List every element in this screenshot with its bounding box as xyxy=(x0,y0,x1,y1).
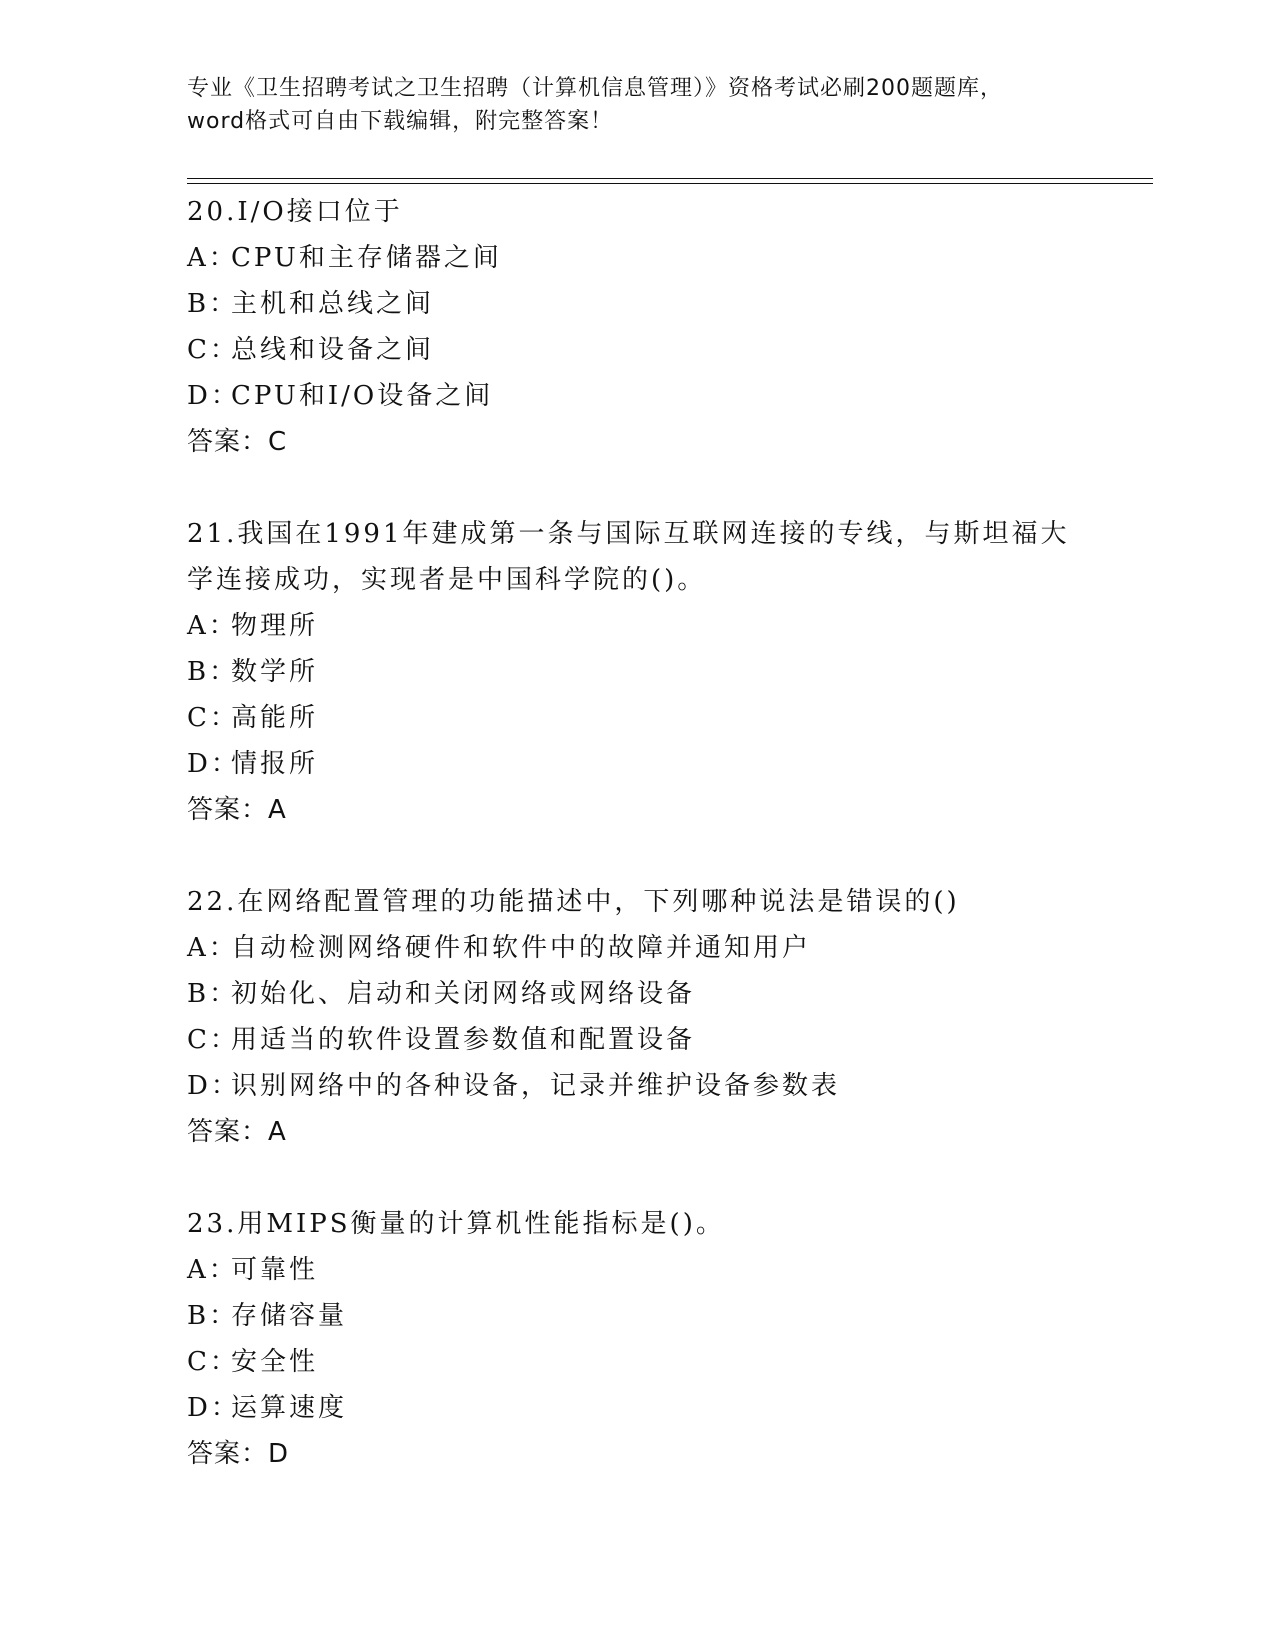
option-text: 初始化、启动和关闭网络或网络设备 xyxy=(231,979,696,1009)
option-text: CPU和主存储器之间 xyxy=(231,243,502,273)
option-d xyxy=(187,741,1087,787)
option-d xyxy=(187,1063,1087,1109)
option-c xyxy=(187,695,1087,741)
option-text: 运算速度 xyxy=(231,1393,348,1423)
option-letter: C： xyxy=(187,1025,239,1055)
option-a xyxy=(187,235,1087,281)
option-letter: B： xyxy=(187,1301,239,1331)
document-header xyxy=(187,72,1087,138)
option-text: 存储容量 xyxy=(231,1301,348,1331)
option-c xyxy=(187,1017,1087,1063)
answer: 答案：A xyxy=(187,1117,287,1147)
header-line-2: word格式可自由下载编辑，附完整答案！ xyxy=(187,109,614,134)
option-letter: C： xyxy=(187,703,239,733)
header-divider-top xyxy=(187,178,1153,179)
question-23 xyxy=(187,1201,1087,1477)
option-letter: C： xyxy=(187,1347,239,1377)
option-text: 安全性 xyxy=(231,1347,319,1377)
option-text: 主机和总线之间 xyxy=(231,289,435,319)
option-c xyxy=(187,327,1087,373)
question-stem: 23.用MIPS衡量的计算机性能指标是()。 xyxy=(187,1209,725,1239)
option-letter: D： xyxy=(187,381,240,411)
question-stem: 21.我国在1991年建成第一条与国际互联网连接的专线，与斯坦福大 xyxy=(187,519,1070,549)
option-letter: B： xyxy=(187,657,239,687)
question-list xyxy=(187,189,1087,1523)
option-text: 情报所 xyxy=(231,749,319,779)
question-stem-continued: 学连接成功，实现者是中国科学院的()。 xyxy=(187,565,707,595)
option-letter: B： xyxy=(187,289,239,319)
answer: 答案：A xyxy=(187,795,287,825)
option-letter: D： xyxy=(187,1071,240,1101)
header-divider-bottom xyxy=(187,183,1153,184)
option-b xyxy=(187,1293,1087,1339)
question-20 xyxy=(187,189,1087,465)
option-d xyxy=(187,373,1087,419)
question-22 xyxy=(187,879,1087,1155)
option-c xyxy=(187,1339,1087,1385)
answer: 答案：D xyxy=(187,1439,290,1469)
question-21 xyxy=(187,511,1087,833)
option-letter: B： xyxy=(187,979,239,1009)
option-letter: A： xyxy=(187,1255,238,1285)
option-letter: D： xyxy=(187,1393,240,1423)
question-stem: 22.在网络配置管理的功能描述中，下列哪种说法是错误的() xyxy=(187,887,960,917)
option-b xyxy=(187,649,1087,695)
header-line-1: 专业《卫生招聘考试之卫生招聘（计算机信息管理）》资格考试必刷200题题库， xyxy=(187,76,1003,101)
option-text: 可靠性 xyxy=(231,1255,319,1285)
option-text: 物理所 xyxy=(231,611,319,641)
option-a xyxy=(187,925,1087,971)
option-letter: D： xyxy=(187,749,240,779)
answer: 答案：C xyxy=(187,427,288,457)
option-letter: A： xyxy=(187,243,238,273)
option-text: 高能所 xyxy=(231,703,319,733)
option-a xyxy=(187,1247,1087,1293)
option-d xyxy=(187,1385,1087,1431)
option-letter: A： xyxy=(187,933,238,963)
option-b xyxy=(187,971,1087,1017)
option-text: 总线和设备之间 xyxy=(231,335,435,365)
option-b xyxy=(187,281,1087,327)
option-text: 自动检测网络硬件和软件中的故障并通知用户 xyxy=(231,933,812,963)
question-stem: 20.I/O接口位于 xyxy=(187,197,403,227)
option-text: 数学所 xyxy=(231,657,319,687)
option-text: 识别网络中的各种设备，记录并维护设备参数表 xyxy=(231,1071,841,1101)
option-letter: A： xyxy=(187,611,238,641)
option-text: CPU和I/O设备之间 xyxy=(231,381,494,411)
option-letter: C： xyxy=(187,335,239,365)
option-text: 用适当的软件设置参数值和配置设备 xyxy=(231,1025,696,1055)
option-a xyxy=(187,603,1087,649)
